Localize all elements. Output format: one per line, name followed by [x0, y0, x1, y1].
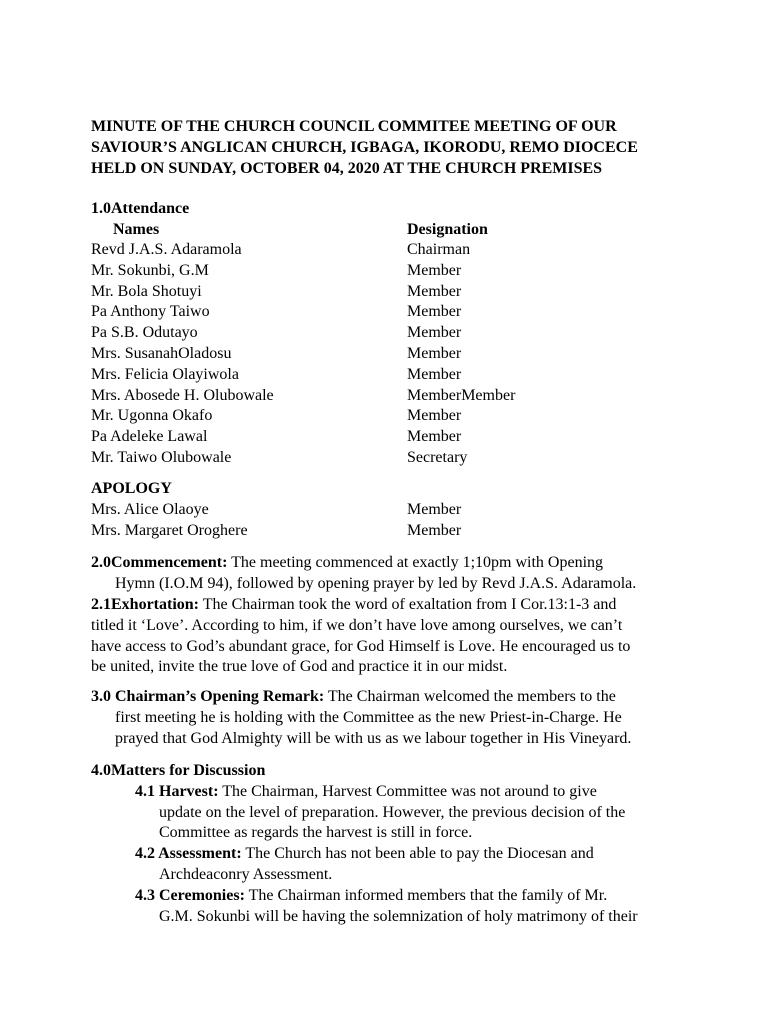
exhortation-label: 2.1Exhortation:	[91, 596, 199, 613]
member-designation: Chairman	[407, 241, 471, 258]
commencement-section	[91, 553, 691, 595]
member-name: Mrs. Alice Olaoye	[91, 501, 209, 518]
assessment-text-1: The Church has not been able to pay the Diocesan and	[241, 845, 594, 863]
ceremonies-label: 4.3 Ceremonies:	[135, 886, 245, 904]
commencement-label: 2.0Commencement:	[91, 554, 228, 571]
ceremonies-text-1: The Chairman informed members that the family of Mr.	[244, 886, 608, 904]
matters-heading: 4.0Matters for Discussion	[91, 762, 266, 779]
opening-remark-text-3: prayed that God Almighty will be with us as we labour together in His Vineyard.	[115, 729, 632, 747]
opening-remark-label: 3.0 Chairman’s Opening Remark:	[91, 688, 325, 705]
member-designation: Member	[407, 501, 462, 518]
member-designation: Secretary	[407, 449, 468, 466]
title-line-1: MINUTE OF THE CHURCH COUNCIL COMMITEE MEETING OF OUR	[91, 118, 617, 135]
member-name: Mr. Taiwo Olubowale	[91, 449, 232, 466]
harvest-text-2: update on the level of preparation. However, the previous decision of the	[159, 803, 626, 821]
member-designation: Member	[407, 282, 462, 300]
member-name: Mr. Sokunbi, G.M	[91, 261, 209, 279]
designation-column-header: Designation	[407, 221, 488, 238]
matters-section	[91, 761, 691, 927]
member-designation: Member	[407, 324, 462, 342]
opening-remark-text-2: first meeting he is holding with the Committee as the new Priest-in-Charge. He	[115, 708, 622, 726]
member-designation: Member	[407, 303, 462, 321]
member-name: Mrs. Felicia Olayiwola	[91, 365, 239, 383]
harvest-label: 4.1 Harvest:	[135, 782, 219, 800]
attendance-heading: 1.0Attendance	[91, 200, 190, 217]
member-name: Pa Anthony Taiwo	[91, 303, 210, 321]
title-line-3: HELD ON SUNDAY, OCTOBER 04, 2020 AT THE CHURCH PREMISES	[91, 160, 603, 177]
assessment-label: 4.2 Assessment:	[135, 845, 242, 863]
opening-remark-text-1: The Chairman welcomed the members to the	[324, 688, 616, 705]
member-name: Mrs. SusanahOladosu	[91, 345, 232, 362]
member-designation: Member	[407, 407, 462, 425]
member-designation: Member	[407, 261, 462, 279]
opening-remark-section	[91, 687, 691, 749]
member-name: Mr. Bola Shotuyi	[91, 282, 202, 300]
member-designation: MemberMember	[407, 386, 516, 404]
member-name: Mrs. Abosede H. Olubowale	[91, 386, 274, 404]
harvest-text-3: Committee as regards the harvest is still in force.	[159, 824, 473, 842]
member-name: Mrs. Margaret Oroghere	[91, 522, 248, 539]
exhortation-text-1: The Chairman took the word of exaltation from I Cor.13:1-3 and	[199, 596, 617, 613]
member-designation: Member	[407, 365, 462, 383]
member-designation: Member	[407, 428, 462, 446]
member-name: Revd J.A.S. Adaramola	[91, 241, 242, 258]
commencement-text-2: Hymn (I.O.M 94), followed by opening prayer by led by Revd J.A.S. Adaramola.	[115, 574, 637, 592]
harvest-text-1: The Chairman, Harvest Committee was not around to give	[218, 782, 597, 800]
exhortation-text-4: be united, invite the true love of God and practice it in our midst.	[91, 658, 508, 676]
ceremonies-text-2: G.M. Sokunbi will be having the solemnization of holy matrimony of their	[159, 907, 638, 925]
apology-heading: APOLOGY	[91, 480, 172, 497]
exhortation-text-2: titled it ‘Love’. According to him, if we don’t have love among ourselves, we can’t	[91, 616, 623, 634]
exhortation-section	[91, 595, 691, 678]
member-designation: Member	[407, 522, 462, 539]
names-column-header: Names	[113, 221, 160, 238]
page-title	[91, 116, 731, 179]
title-line-2: SAVIOUR’S ANGLICAN CHURCH, IGBAGA, IKORODU, REMO DIOCECE	[91, 139, 638, 156]
member-name: Mr. Ugonna Okafo	[91, 407, 213, 425]
member-designation: Member	[407, 345, 462, 362]
assessment-text-2: Archdeaconry Assessment.	[159, 865, 333, 883]
commencement-text-1: The meeting commenced at exactly 1;10pm with Opening	[227, 554, 604, 571]
member-name: Pa S.B. Odutayo	[91, 324, 198, 342]
member-name: Pa Adeleke Lawal	[91, 428, 208, 446]
exhortation-text-3: have access to God’s abundant grace, for God Himself is Love. He encouraged us to	[91, 637, 631, 655]
